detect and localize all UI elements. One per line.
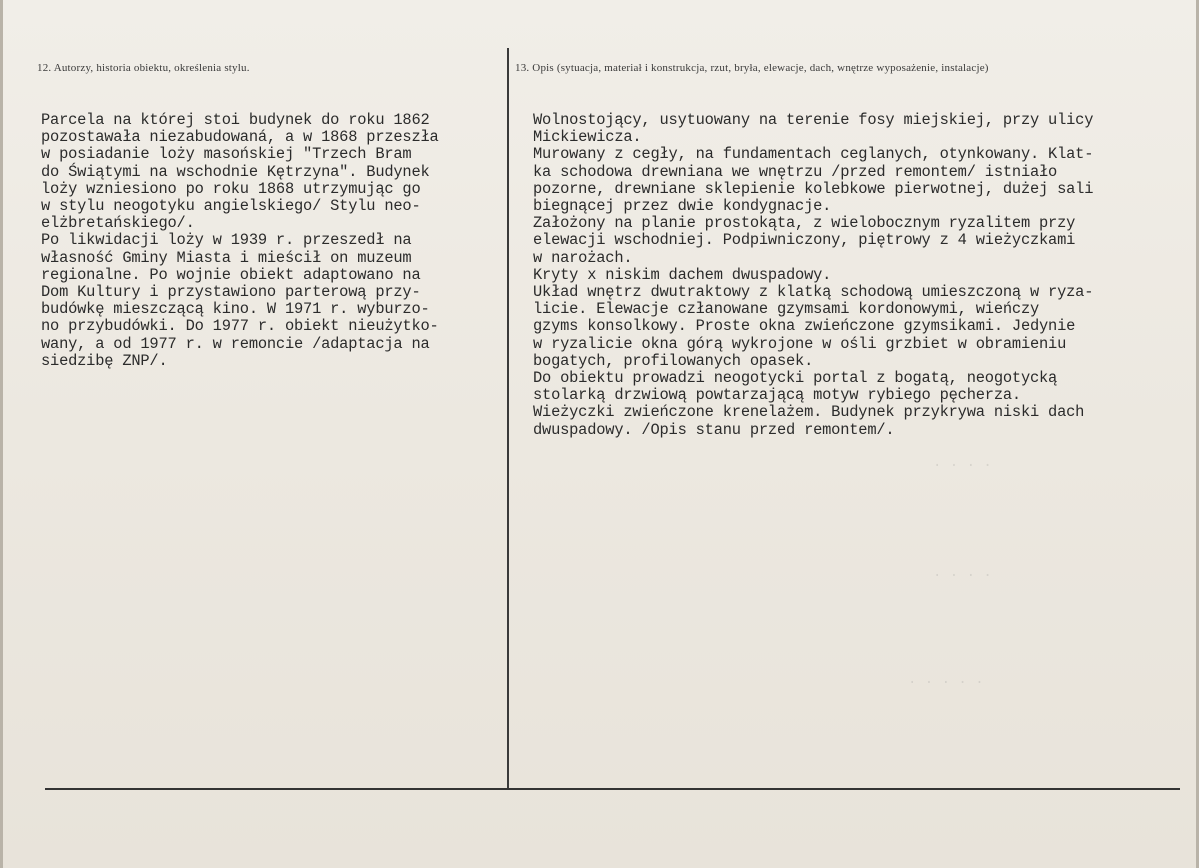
bottom-rule [45,788,1180,790]
description-line: dwuspadowy. /Opis stanu przed remontem/. [533,420,895,439]
description-line: Kryty x niskim dachem dwuspadowy. [533,265,832,284]
description-line: elewacji wschodniej. Podpiwniczony, piętrowy z 4 wieżyczkami [533,231,1076,250]
history-line: w stylu neogotyku angielskiego/ Stylu neo- [41,197,421,216]
description-typed-text [533,112,1093,439]
description-line: Wieżyczki zwieńczone krenelażem. Budynek przykrywa niski dach [533,403,1085,422]
history-line: pozostawała niezabudowaná, a w 1868 przeszła [41,128,439,147]
description-line: stolarką drzwiową powtarzającą motyw rybiego pęcherza. [533,386,1021,405]
description-line: w ryzalicie okna górą wykrojone w ośli grzbiet w obramieniu [533,334,1067,353]
history-line: wany, a od 1977 r. w remoncie /adaptacja na [41,334,430,353]
field-label-authors-history: 12. Autorzy, historia obiektu, określenia stylu. [37,62,250,74]
ghost-print: . . . . . [908,672,984,688]
description-line: Do obiektu prowadzi neogotycki portal z bogatą, neogotycką [533,369,1058,388]
history-line: loży wzniesiono po roku 1868 utrzymując go [41,179,421,198]
description-line: w narożach. [533,248,633,267]
history-line: do Świątymi na wschodnie Kętrzyna". Budynek [41,162,430,181]
description-line: Mickiewicza. [533,128,642,147]
history-line: budówkę mieszczącą kino. W 1971 r. wyburzo- [41,300,430,319]
history-line: Parcela na której stoi budynek do roku 1862 [41,111,430,129]
history-line: siedzibę ZNP/. [41,351,168,370]
history-line: własność Gminy Miasta i mieścił on muzeum [41,248,412,267]
history-line: regionalne. Po wojnie obiekt adaptowano na [41,265,421,284]
history-line: w posiadanie loży masońskiej "Trzech Bram [41,145,412,164]
description-line: ka schodowa drewniana we wnętrzu /przed remontem/ istniało [533,162,1058,181]
history-typed-text [41,112,439,370]
ghost-print: . . . . [933,565,992,581]
history-line: elżbretańskiego/. [41,214,195,233]
description-line: Murowany z cegły, na fundamentach ceglanych, otynkowany. Klat- [533,145,1094,164]
description-line: pozorne, drewniane sklepienie kolebkowe pierwotnej, dużej sali [533,179,1094,198]
description-line: licie. Elewacje człanowane gzymsami kordonowymi, wieńczy [533,300,1040,319]
history-line: no przybudówki. Do 1977 r. obiekt nieużytko- [41,317,439,336]
description-line: Wolnostojący, usytuowany na terenie fosy miejskiej, przy ulicy [533,111,1094,129]
ghost-print: . . . . [933,455,992,471]
description-line: biegnącej przez dwie kondygnacje. [533,197,832,216]
description-line: bogatych, profilowanych opasek. [533,351,814,370]
field-label-description: 13. Opis (sytuacja, materiał i konstrukcja, rzut, bryła, elewacje, dach, wnętrze wyposażenie, instalacje) [515,62,989,74]
history-line: Po likwidacji loży w 1939 r. przeszedł na [41,231,412,250]
description-line: Układ wnętrz dwutraktowy z klatką schodową umieszczoną w ryza- [533,283,1094,302]
description-line: Założony na planie prostokąta, z wielobocznym ryzalitem przy [533,214,1076,233]
description-line: gzyms konsolkowy. Proste okna zwieńczone gzymsikami. Jedynie [533,317,1076,336]
column-divider [507,48,509,790]
history-line: Dom Kultury i przystawiono parterową przy- [41,283,421,302]
